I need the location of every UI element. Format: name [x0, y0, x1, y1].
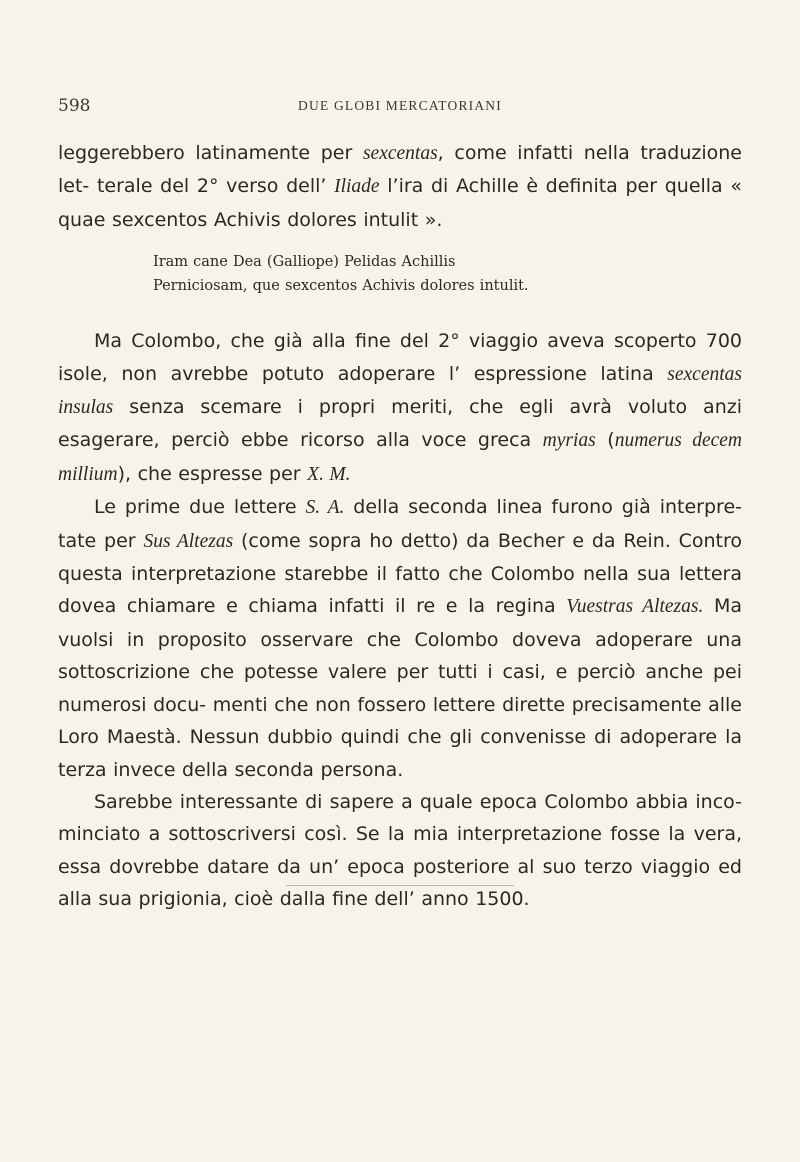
text-run: ), che espresse per [117, 462, 308, 485]
quote-line-1: Iram cane Dea (Galliope) Pelidas Achillis [153, 254, 456, 271]
italic-term: X. M. [307, 463, 351, 485]
text-run: leggerebbero latinamente per [58, 142, 363, 164]
running-title: DUE GLOBI MERCATORIANI [298, 98, 502, 113]
italic-term: Iliade [334, 176, 380, 198]
italic-term: numerus decem millium [58, 430, 742, 485]
page-header [58, 96, 742, 120]
end-rule [286, 885, 514, 886]
latin-quotation [58, 250, 742, 298]
italic-term: Vuestras Altezas. [566, 596, 704, 618]
quote-line-2: Perniciosam, que sexcentos Achivis dolores intulit. [153, 278, 529, 295]
paragraph-1 [58, 137, 742, 236]
text-run: della seconda linea furono già interpre- tate per [58, 496, 742, 552]
body-text [58, 137, 742, 916]
text-run: l’ira di Achille è definita per quella « quae sexcentos Achivis dolores intulit ». [58, 175, 742, 231]
italic-term: Sus Altezas [143, 530, 234, 552]
page-number: 598 [58, 96, 91, 116]
paragraph-4 [58, 786, 742, 916]
text-run: Ma vuolsi in proposito osservare che Colombo doveva adoperare una sottoscrizione che potesse valere per tutti i casi, e perciò anche pei numerosi docu- menti che non fossero lettere dirette precisamente alle Loro Maestà. Nessun dubbio quindi che gli convenisse di adoperare la terza invece della seconda persona. [58, 595, 743, 781]
text-run: (come sopra ho detto) da Becher e da Rein. Contro questa interpretazione starebbe il fatto che Colombo nella sua lettera dovea chiamare e chiama infatti il re e la regina [58, 529, 742, 618]
text-run: Sarebbe interessante di sapere a quale epoca Colombo abbia inco- minciato a sottoscriversi così. Se la mia interpretazione fosse la vera, essa dovrebbe datare da un’ epoca posteriore al suo terzo viaggio ed alla sua prigionia, cioè dalla fine dell’ anno 1500. [58, 790, 742, 911]
text-run: senza scemare i propri meriti, che egli avrà voluto anzi esagerare, perciò ebbe ricorso alla voce greca [58, 396, 742, 452]
italic-term: sexcentas insulas [58, 363, 742, 419]
paragraph-2 [58, 325, 742, 491]
italic-term: myrias [542, 430, 596, 452]
italic-term: sexcentas [362, 143, 438, 164]
text-run: , come infatti nella traduzione let- terale del 2° verso dell’ [58, 142, 742, 198]
paragraph-3 [58, 491, 742, 786]
text-run: Le prime due lettere [94, 496, 306, 519]
italic-term: S. A. [305, 497, 345, 519]
text-run: ( [595, 429, 615, 452]
text-run: Ma Colombo, che già alla fine del 2° viaggio aveva scoperto 700 isole, non avrebbe potuto adoperare l’ espressione latina [58, 330, 742, 385]
